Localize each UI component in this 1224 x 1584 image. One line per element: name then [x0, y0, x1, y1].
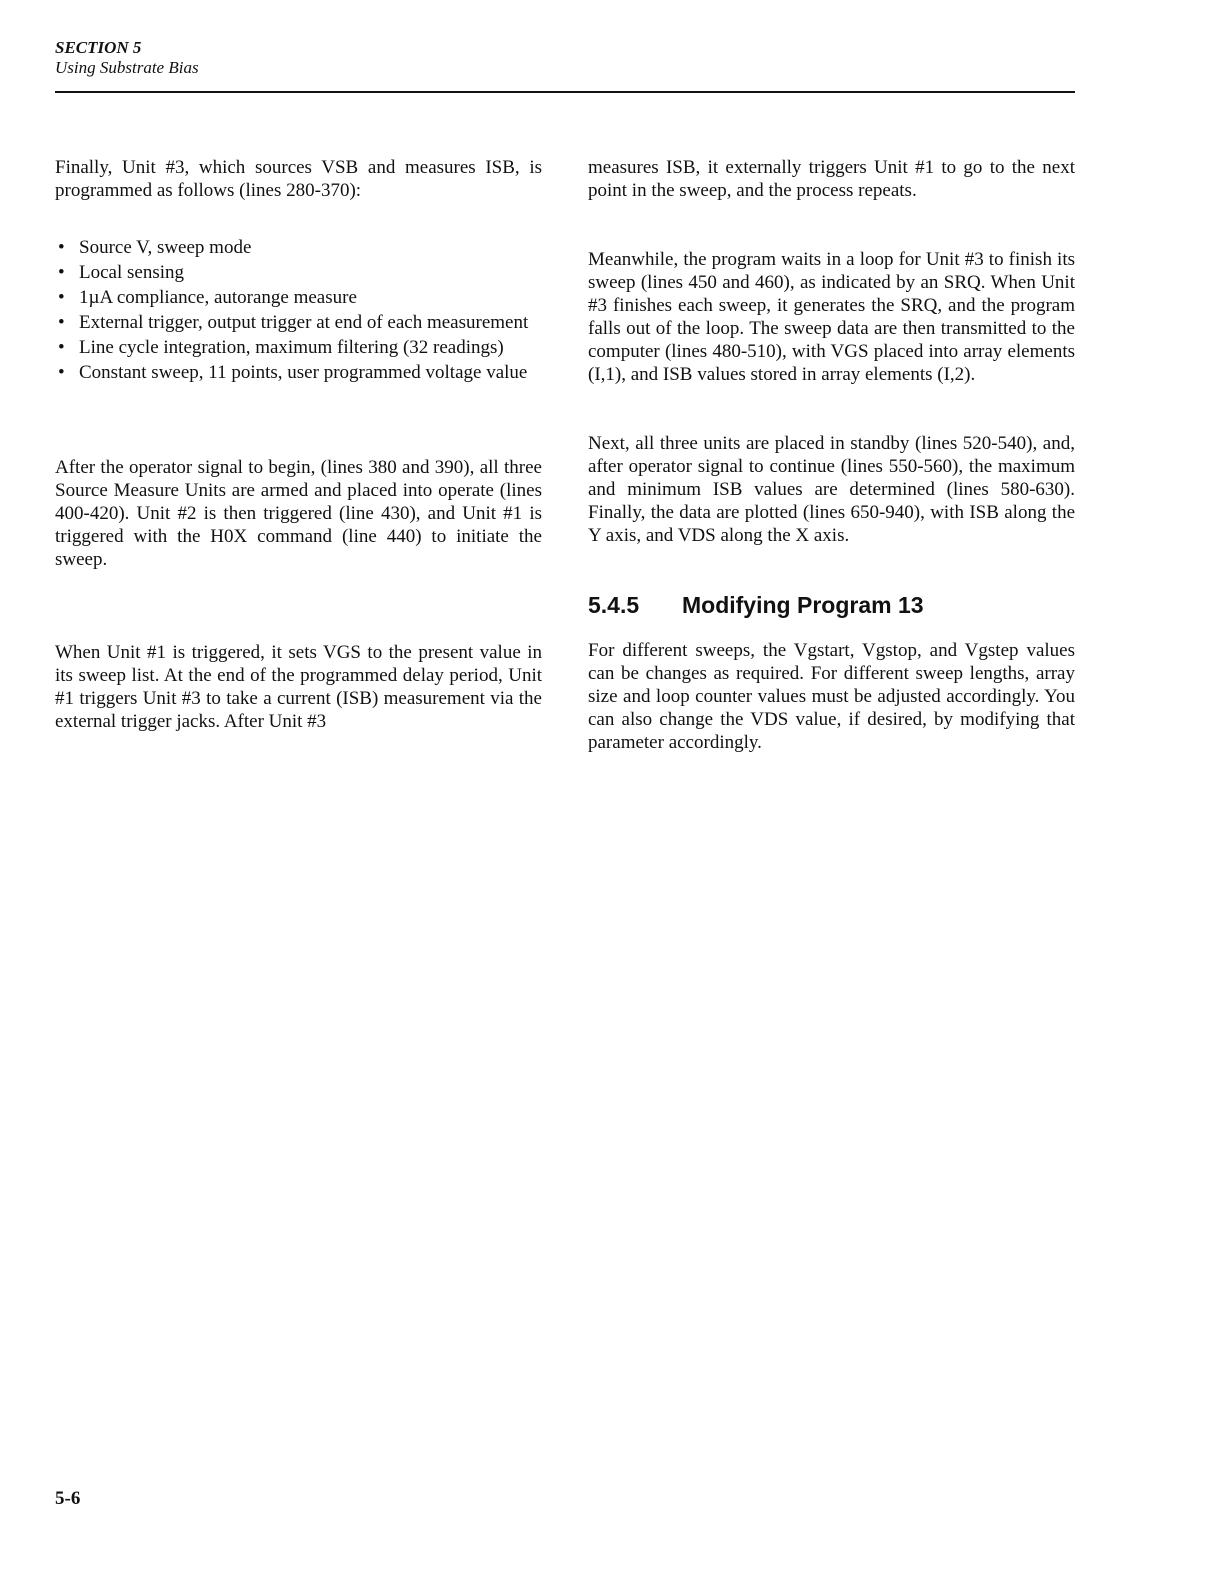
section-heading — [588, 591, 1075, 619]
list-item: • Local sensing — [58, 262, 185, 283]
left-column — [55, 156, 542, 733]
paragraph-modifying: For different sweeps, the Vgstart, Vgstop, and Vgstep values can be changes as required. For different sweep lengths, array size and loop counter values must be adjusted accordingly. You can also change the VDS value, if desired, by modifying that parameter accordingly. — [588, 640, 1075, 753]
running-header — [55, 38, 1075, 78]
header-rule — [55, 91, 1075, 93]
list-item: • Constant sweep, 11 points, user programmed voltage value — [58, 362, 528, 383]
heading-text: Modifying Program 13 — [682, 592, 924, 618]
heading-number: 5.4.5 — [588, 592, 640, 618]
list-item: • 1µA compliance, autorange measure — [58, 287, 357, 308]
paragraph-unit3-intro: Finally, Unit #3, which sources VSB and measures ISB, is programmed as follows (lines 280-370): — [55, 157, 542, 201]
paragraph-unit1-trigger: When Unit #1 is triggered, it sets VGS to the present value in its sweep list. At the end of the programmed delay period, Unit #1 triggers Unit #3 to take a current (ISB) measurement via the external trigger jacks. After Unit #3 — [55, 642, 542, 732]
paragraph-standby: Next, all three units are placed in standby (lines 520-540), and, after operator signal to continue (lines 550-560), the maximum and minimum ISB values are determined (lines 580-630). Finally, the data are plotted (lines 650-940), with ISB along the Y axis, and VDS along the X axis. — [588, 433, 1075, 546]
page-number: 5-6 — [55, 1488, 81, 1509]
paragraph-continuation: measures ISB, it externally triggers Unit #1 to go to the next point in the sweep, and the process repeats. — [588, 157, 1075, 201]
list-item: • External trigger, output trigger at end of each measurement — [58, 312, 529, 333]
right-column — [588, 156, 1075, 754]
list-item: • Source V, sweep mode — [58, 237, 252, 258]
unit3-settings-list — [55, 236, 542, 384]
section-label: SECTION 5 — [55, 38, 142, 57]
list-item: • Line cycle integration, maximum filtering (32 readings) — [58, 337, 504, 358]
paragraph-arming: After the operator signal to begin, (lines 380 and 390), all three Source Measure Units are armed and placed into operate (lines 400-420). Unit #2 is then triggered (line 430), and Unit #1 is triggered with the H0X command (line 440) to initiate the sweep. — [55, 457, 542, 570]
paragraph-loop: Meanwhile, the program waits in a loop for Unit #3 to finish its sweep (lines 450 and 460), as indicated by an SRQ. When Unit #3 finishes each sweep, it generates the SRQ, and the program falls out of the loop. The sweep data are then transmitted to the computer (lines 480-510), with VGS placed into array elements (I,1), and ISB values stored in array elements (I,2). — [588, 249, 1075, 385]
section-subtitle: Using Substrate Bias — [55, 58, 199, 77]
